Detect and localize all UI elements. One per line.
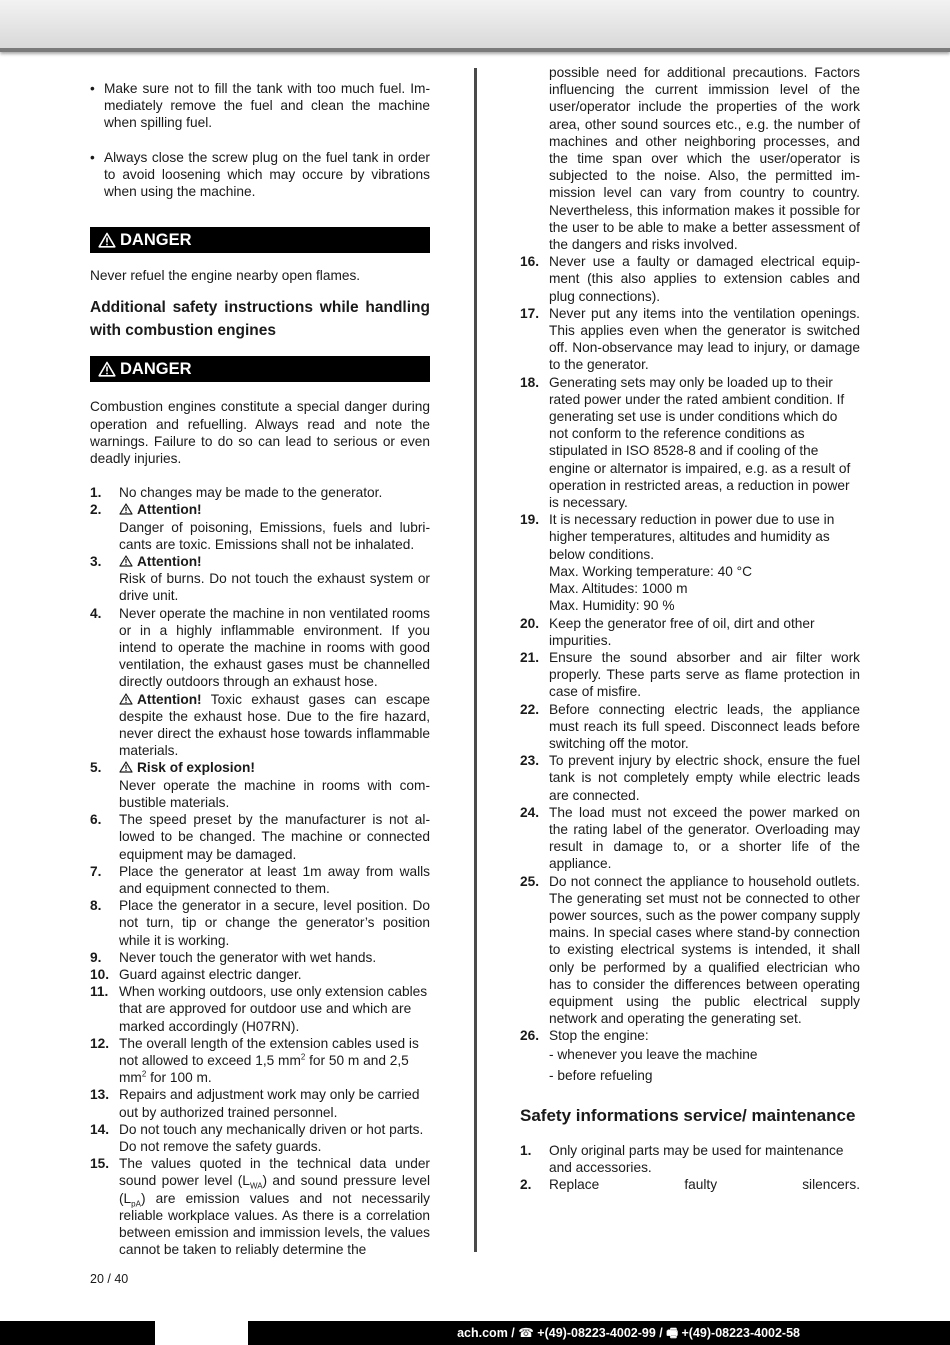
section-heading: Additional safety instructions while handling with combustion engines [90,299,430,340]
item-text: Never use a faulty or damaged electrical equipment (this also applies to extension cables and plug connections). [549,254,860,304]
item-text: The speed preset by the manufacturer is not allowed to be changed. The machine or connected equipment may be damaged. [119,812,430,862]
danger-banner [90,356,430,382]
list-item [520,615,860,649]
item-number: 9. [90,949,102,965]
list-item [90,1086,430,1120]
item-number: 22. [520,701,540,717]
bullet-item: • Always close the screw plug on the fuel tank in order to avoid loosening which may occure by vibrations when using the machine. [90,149,430,201]
list-item [520,649,860,701]
item-number: 4. [90,605,102,621]
footer-website: ach.com / [457,1326,519,1340]
condition-line: Max. Humidity: 90 % [549,598,675,614]
list-item [520,1176,860,1193]
page-header-bar [0,0,950,52]
item-text: Before connecting electric leads, the appliance must reach its full speed. Disconnect leads before switching off the motor. [549,701,860,751]
item-number: 23. [520,753,540,769]
item-text: No changes may be made to the generator. [119,485,383,501]
item-text: Danger of poisoning, Emissions, fuels and lubricants are toxic. Emissions shall not be inhalated. [119,519,430,552]
item-text: Never put any items into the ventilation openings. This applies even when the generator is switched off. Non-observance may lead to injury, or damage to the generator. [549,305,860,373]
safety-list-continued [520,64,860,1087]
condition-line: Max. Working temperature: 40 °C [549,563,753,579]
item-subline: - before refueling [549,1067,653,1083]
danger-text: Combustion engines constitute a special danger during operation and refuelling. Always read and note the warnings. Failure to do so can lead to serious or even deadly injuries. [90,399,430,467]
list-item [90,484,430,501]
item-number: 2. [90,502,102,518]
item-text: Never operate the machine in rooms with combustible materials. [119,777,430,810]
list-item [90,1035,430,1087]
item-number: 16. [520,254,540,270]
attention-label: Attention! [137,502,202,518]
item-number: 19. [520,512,540,528]
item-number: 2. [520,1176,532,1192]
item-number: 6. [90,812,102,828]
list-item [520,701,860,753]
list-item [520,64,860,253]
service-list [520,1142,860,1194]
list-item [90,1155,430,1258]
item-text: It is necessary reduction in power due to use in higher temperatures, altitudes and humidity as below conditions. [549,512,835,562]
item-number: 20. [520,615,540,631]
item-number: 8. [90,898,102,914]
item-number: 17. [520,305,540,321]
list-item [90,983,430,1035]
attention-heading [119,554,202,569]
item-text: Guard against electric danger. [119,966,302,982]
attention-label: Attention! [137,691,202,707]
attention-heading [119,760,255,775]
danger-text: Never refuel the engine nearby open flames. [90,268,361,284]
item-number: 5. [90,760,102,776]
safety-list [90,484,430,1258]
item-number: 24. [520,804,540,820]
item-number: 3. [90,554,102,570]
item-number: 10. [90,966,110,982]
item-text: When working outdoors, use only extension cables that are approved for outdoor use and which are marked accordingly (H07RN). [119,984,428,1034]
item-subline: - whenever you leave the machine [549,1046,758,1062]
list-item [90,949,430,966]
item-text: Toxic exhaust gases can escape despite the exhaust hose. Due to the fire hazard, never direct the exhaust hose towards inflammable materials. [119,691,430,759]
item-text: Stop the engine: [549,1028,649,1044]
attention-label: Risk of explosion! [137,760,255,776]
list-item [90,759,430,811]
list-item [90,966,430,983]
danger-banner [90,227,430,253]
list-item [520,305,860,374]
footer-contact [457,1321,800,1345]
list-item [520,1027,860,1086]
item-number: 11. [90,984,109,1000]
item-number: 1. [90,485,102,501]
item-text: Place the generator at least 1m away from walls and equipment connected to them. [119,863,430,896]
list-item [520,511,860,614]
item-text: Replace faulty silencers. [549,1176,860,1192]
condition-line: Max. Altitudes: 1000 m [549,581,688,597]
item-text: To prevent injury by electric shock, ensure the fuel tank is not completely empty while electric leads are connected. [549,753,860,803]
list-item [520,873,860,1028]
page-number: 20 / 40 [90,1272,129,1286]
footer-gap [155,1321,248,1345]
warning-triangle-icon [119,502,133,514]
item-number: 12. [90,1035,110,1051]
list-item [90,605,430,760]
item-text: Place the generator in a secure, level position. Do not turn, tip or change the generator’s position while it is working. [119,898,430,948]
warning-triangle-icon [119,760,133,772]
warning-triangle-icon [119,692,133,704]
item-text: Ensure the sound absorber and air filter work properly. These parts serve as flame protection in case of misfire. [549,649,860,700]
item-text: possible need for additional precautions. Factors influencing the current immission level of the user/operator include the properties of the work area, other sound sources etc., e.g. the number of machines and other neighboring processes, and the time span over which the user/operator is subjected to the noise. Also, the permitted immission level can vary from country to country. Nevertheless, this information makes it possible for the user to be able to make a better assessment of the dangers and risks involved. [549,65,860,253]
item-text: The load must not exceed the power marked on the rating label of the generator. Overloading may result in damage to, or a shorter life of the appliance. [549,804,860,872]
list-item [520,752,860,804]
item-text: Risk of burns. Do not touch the exhaust system or drive unit. [119,571,430,604]
attention-heading [119,502,202,517]
item-text: Do not touch any mechanically driven or hot parts. Do not remove the safety guards. [119,1121,424,1154]
warning-triangle-icon [98,232,116,248]
list-item [90,863,430,897]
left-column [90,80,430,1258]
bullet-item: • Make sure not to fill the tank with too much fuel. Immediately remove the fuel and clean the machine when spilling fuel. [90,80,430,132]
item-text: Repairs and adjustment work may only be carried out by authorized trained personnel. [119,1087,420,1120]
footer-fax: +(49)-08223-4002-58 [681,1326,800,1340]
warning-triangle-icon [98,361,116,377]
column-divider [474,68,477,1252]
list-item [90,897,430,949]
item-number: 25. [520,873,540,889]
item-number: 15. [90,1156,110,1172]
item-number: 7. [90,863,102,879]
warning-triangle-icon [119,554,133,566]
list-item [90,553,430,605]
danger-label: DANGER [120,231,192,250]
right-column [520,64,860,1193]
attention-label: Attention! [137,554,202,570]
item-text: Never touch the generator with wet hands. [119,949,377,965]
item-number: 13. [90,1087,110,1103]
telephone-icon: ☎ [518,1326,534,1340]
fax-icon: 🖷 [666,1326,679,1340]
item-text [119,691,430,760]
list-item [90,811,430,863]
item-text: Never operate the machine in non ventilated rooms or in a highly inflammable environment. If you intend to operate the machine in rooms with good ventilation, the exhaust gases must be channelled directly outdoors through an exhaust hose. [119,605,430,690]
list-item [520,804,860,873]
list-item [520,1142,860,1176]
list-item [520,374,860,512]
item-text: Keep the generator free of oil, dirt and other impurities. [549,615,815,648]
item-text: Only original parts may be used for maintenance and accessories. [549,1142,844,1175]
item-number: 18. [520,374,540,390]
item-text: The values quoted in the technical data under sound power level $(L_{WA})$ and sound pressure level $(L_{pA})$ are emission values and not necessarily reliable workplace values. As there is a correlation between emission and immission levels, the values cannot be taken to reliably determine the [119,1156,430,1258]
list-item [90,501,430,553]
danger-label: DANGER [120,360,192,379]
item-text: The overall length of the extension cables used is not allowed to exceed 1,5 $mm^2$ for 50 m and 2,5 $mm^2$ for 100 m. [119,1035,419,1086]
item-text: Generating sets may only be loaded up to their rated power under the rated ambient condition. If generating set use is under conditions which do not conform to the reference conditions as stipulated in ISO 8528-8 and if cooling of the engine or alternator is impaired, e.g. as a result of operation in restricted areas, a reduction in power is necessary. [549,374,851,511]
item-number: 1. [520,1142,532,1158]
item-number: 21. [520,649,540,665]
footer-phone: +(49)-08223-4002-99 / [537,1326,667,1340]
item-text: Do not connect the appliance to household outlets. The generating set must not be connected to other power sources, such as the power company supply mains. In special cases where stand-by connection to existing electrical systems is intended, it shall only be performed by a qualified electrician who has to consider the differences between operating equipment using the public electrical supply network and operating the generating set. [549,873,860,1027]
item-number: 26. [520,1028,540,1044]
list-item [90,1121,430,1155]
section-heading: Safety informations service/ maintenance [520,1105,856,1125]
list-item [520,253,860,305]
item-number: 14. [90,1121,110,1137]
